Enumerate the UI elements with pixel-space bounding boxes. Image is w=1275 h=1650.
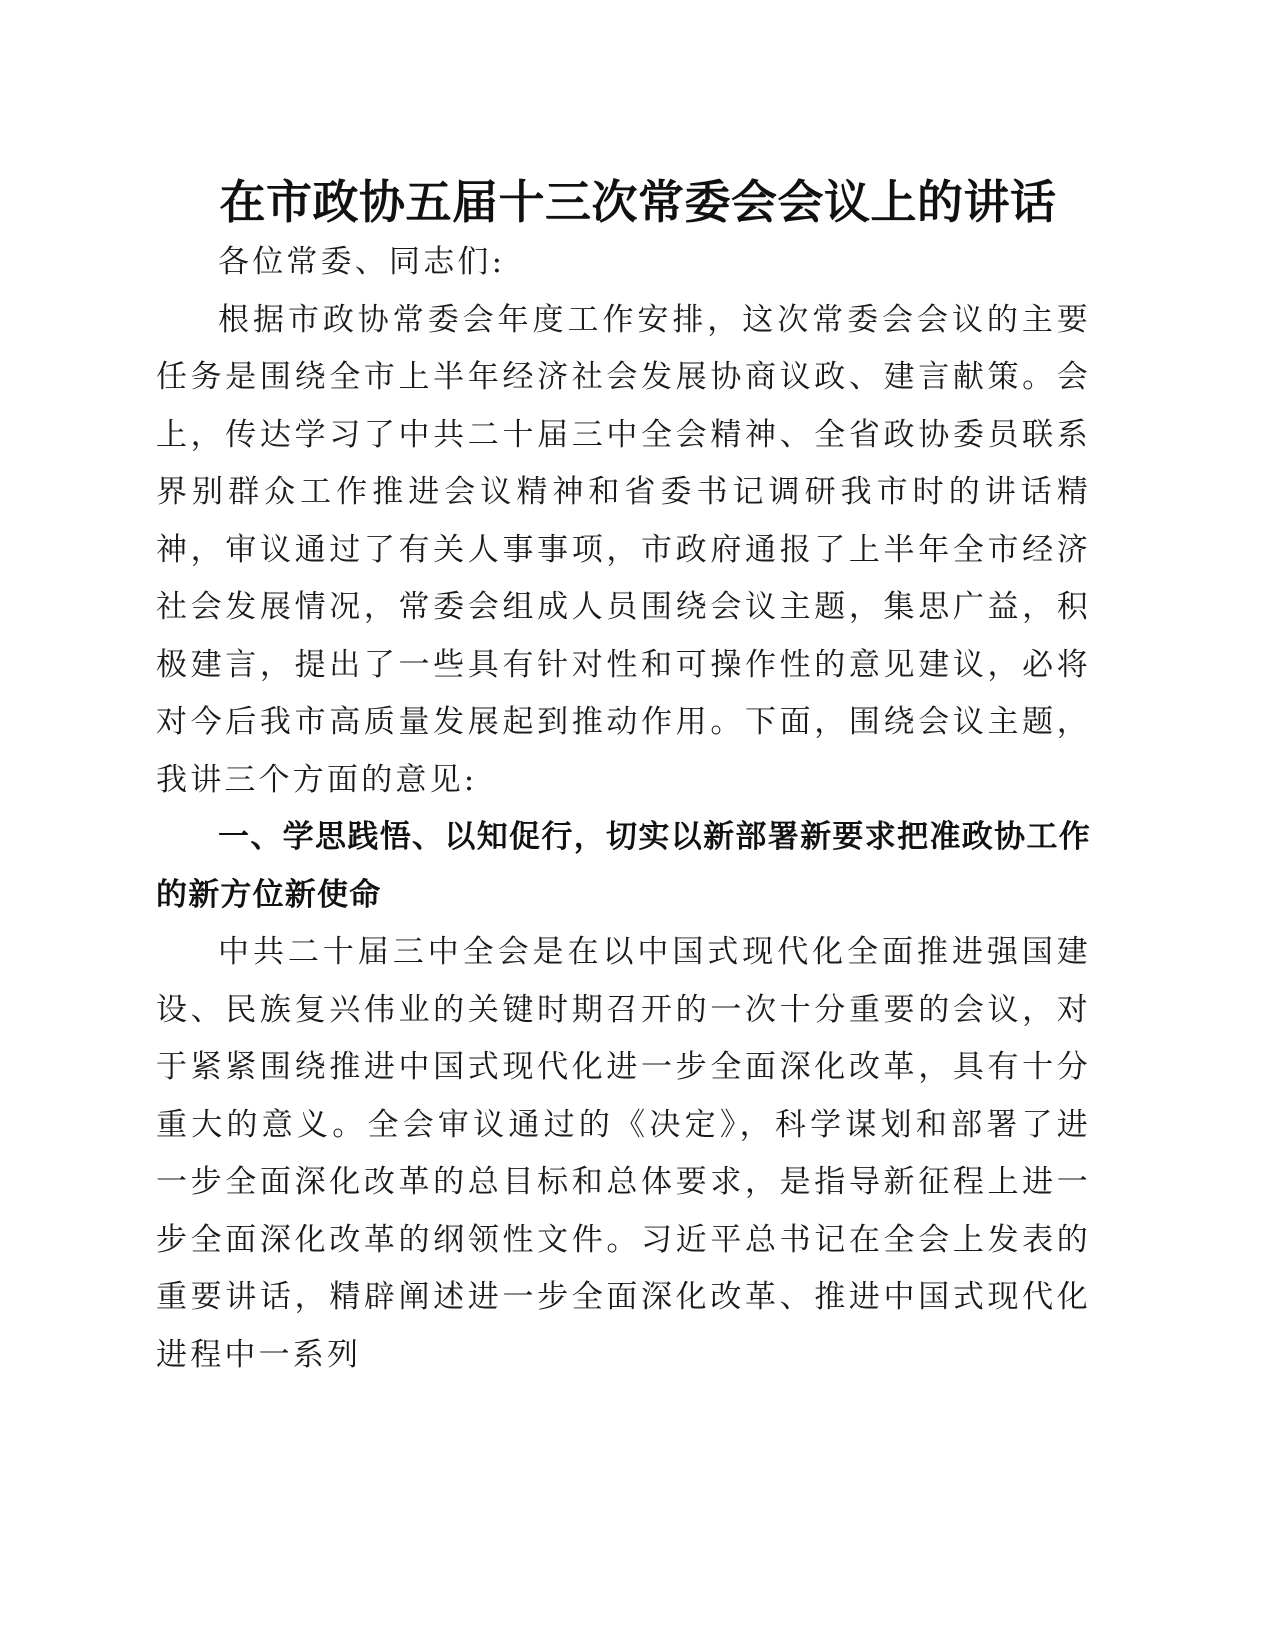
body-paragraph-plenum: 中共二十届三中全会是在以中国式现代化全面推进强国建设、民族复兴伟业的关键时期召开的一次十分重要的会议，对于紧紧围绕推进中国式现代化进一步全面深化改革，具有十分重大的意义。全会审议通过的《决定》，科学谋划和部署了进一步全面深化改革的总目标和总体要求，是指导新征程上进一步全面深化改革的纲领性文件。习近平总书记在全会上发表的重要讲话，精辟阐述进一步全面深化改革、推进中国式现代化进程中一系列 — [156, 934, 1091, 1373]
section-heading-1: 一、学思践悟、以知促行，切实以新部署新要求把准政协工作的新方位新使命 — [156, 819, 1091, 913]
document-body — [156, 234, 1091, 1384]
salutation: 各位常委、同志们: — [218, 244, 506, 280]
document-title: 在市政协五届十三次常委会会议上的讲话 — [219, 175, 1057, 229]
body-paragraph-intro: 根据市政协常委会年度工作安排，这次常委会会议的主要任务是围绕全市上半年经济社会发展协商议政、建言献策。会上，传达学习了中共二十届三中全会精神、全省政协委员联系界别群众工作推进会议精神和省委书记调研我市时的讲话精神，审议通过了有关人事事项，市政府通报了上半年全市经济社会发展情况，常委会组成人员围绕会议主题，集思广益，积极建言，提出了一些具有针对性和可操作性的意见建议，必将对今后我市高质量发展起到推动作用。下面，围绕会议主题，我讲三个方面的意见: — [156, 301, 1091, 798]
